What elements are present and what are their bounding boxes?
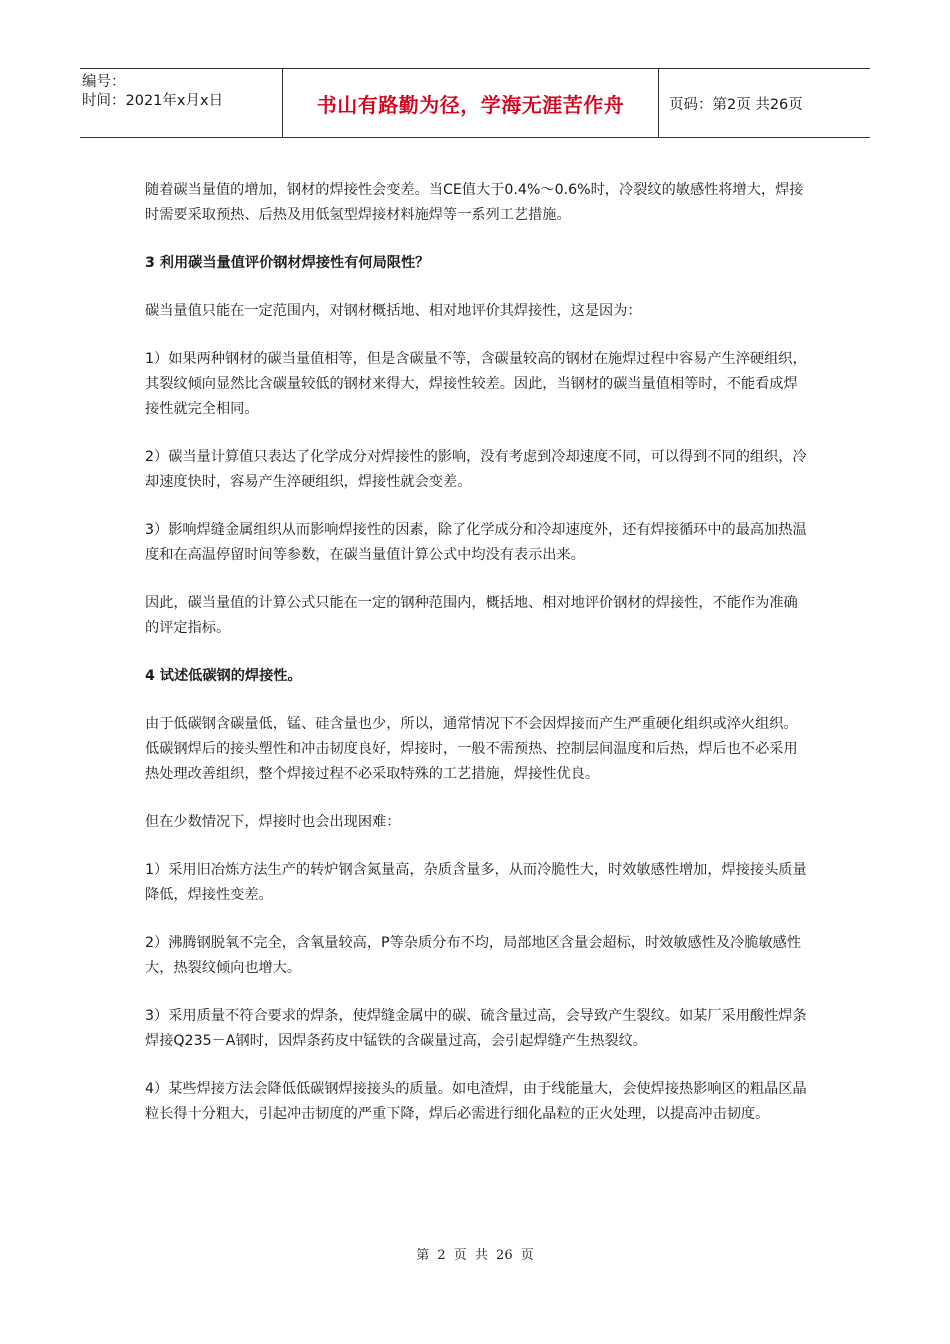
paragraph: 2）沸腾钢脱氧不完全，含氧量较高，P等杂质分布不均，局部地区含量会超标，时效敏感性及冷脆敏感性大，热裂纹倾向也增大。 (145, 935, 802, 976)
header-motto: 书山有路勤为径，学海无涯苦作舟 (283, 69, 659, 137)
section-heading-4: 4 试述低碳钢的焊接性。 (145, 668, 302, 684)
paragraph: 4）某些焊接方法会降低低碳钢焊接接头的质量。如电渣焊，由于线能量大，会使焊接热影响区的粗晶区晶粒长得十分粗大，引起冲击韧度的严重下降，焊后必需进行细化晶粒的正火处理，以提高冲击韧度。 (145, 1081, 807, 1122)
paragraph: 由于低碳钢含碳量低，锰、硅含量也少，所以，通常情况下不会因焊接而产生严重硬化组织或淬火组织。低碳钢焊后的接头塑性和冲击韧度良好，焊接时，一般不需预热、控制层间温度和后热，焊后也不必采用热处理改善组织，整个焊接过程不必采取特殊的工艺措施，焊接性优良。 (145, 716, 798, 782)
paragraph: 但在少数情况下，焊接时也会出现困难： (145, 814, 401, 830)
number-label: 编号： (82, 74, 126, 90)
paragraph: 3）影响焊缝金属组织从而影响焊接性的因素，除了化学成分和冷却速度外，还有焊接循环中的最高加热温度和在高温停留时间等参数，在碳当量值计算公式中均没有表示出来。 (145, 522, 807, 563)
paragraph: 碳当量值只能在一定范围内，对钢材概括地、相对地评价其焊接性，这是因为： (145, 303, 642, 319)
document-header (80, 68, 870, 138)
paragraph: 1）采用旧冶炼方法生产的转炉钢含氮量高，杂质含量多，从而冷脆性大，时效敏感性增加，焊接接头质量降低，焊接性变差。 (145, 862, 807, 903)
document-body (145, 178, 810, 1150)
paragraph: 随着碳当量值的增加，钢材的焊接性会变差。当CE值大于0.4%～0.6%时，冷裂纹的敏感性将增大，焊接时需要采取预热、后热及用低氢型焊接材料施焊等一系列工艺措施。 (145, 182, 804, 223)
paragraph: 2）碳当量计算值只表达了化学成分对焊接性的影响，没有考虑到冷却速度不同，可以得到不同的组织，冷却速度快时，容易产生淬硬组织，焊接性就会变差。 (145, 449, 807, 490)
time-label: 时间：2021年x月x日 (82, 93, 224, 109)
header-meta (80, 69, 283, 137)
page-footer: 第 2 页 共 26 页 (416, 1248, 534, 1263)
paragraph: 因此，碳当量值的计算公式只能在一定的钢种范围内，概括地、相对地评价钢材的焊接性，不能作为准确的评定指标。 (145, 595, 798, 636)
section-heading-3: 3 利用碳当量值评价钢材焊接性有何局限性？ (145, 255, 430, 271)
paragraph: 3）采用质量不符合要求的焊条，使焊缝金属中的碳、硫含量过高，会导致产生裂纹。如某厂采用酸性焊条焊接Q235－A钢时，因焊条药皮中锰铁的含碳量过高，会引起焊缝产生热裂纹。 (145, 1008, 807, 1049)
paragraph: 1）如果两种钢材的碳当量值相等，但是含碳量不等，含碳量较高的钢材在施焊过程中容易产生淬硬组织，其裂纹倾向显然比含碳量较低的钢材来得大，焊接性较差。因此，当钢材的碳当量值相等时，不能看成焊接性就完全相同。 (145, 351, 807, 417)
header-page-info: 页码：第2页 共26页 (669, 96, 803, 113)
